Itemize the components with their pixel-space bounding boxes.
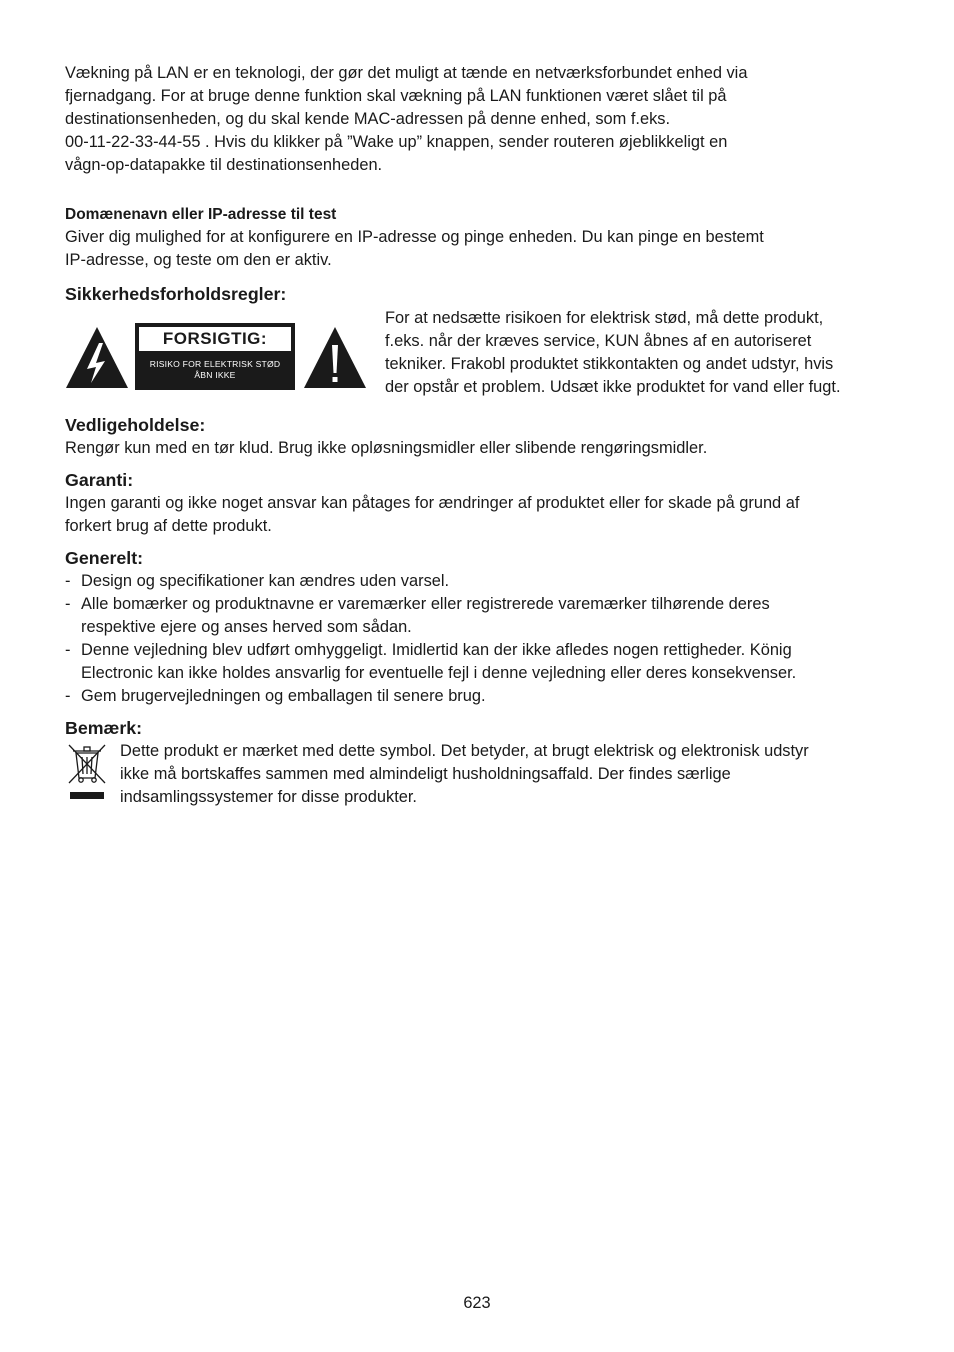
general-heading: Generelt:: [65, 548, 144, 568]
safety-text-block: [385, 307, 895, 399]
list-item: - Denne vejledning blev udført omhyggeligt. Imidlertid kan der ikke afledes nogen rettigheder. König Electronic kan ikke holdes ansvarlig for eventuelle fejl i denne vejledning eller deres konsekvenser.: [65, 641, 797, 682]
domain-test-text: Giver dig mulighed for at konfigurere en IP-adresse og pinge enheden. Du kan pinge en bestemt IP-adresse, og teste om den er aktiv.: [65, 228, 764, 269]
general-section: [65, 546, 895, 708]
crossed-out-wheelie-bin-icon: [67, 740, 107, 807]
caution-line-2: ÅBN IKKE: [194, 370, 236, 380]
safety-text: For at nedsætte risikoen for elektrisk stød, må dette produkt, f.eks. når der kræves service, KUN åbnes af en autoriseret tekniker. Frakobl produktet stikkontakten og andet udstyr, hvis der opstår et problem. Udsæt ikke produktet for vand eller fugt.: [385, 309, 841, 396]
wake-on-lan-section: [65, 62, 895, 177]
note-row: [65, 740, 895, 809]
maintenance-section: [65, 413, 895, 460]
safety-row: [65, 307, 895, 399]
general-list: [65, 570, 895, 708]
caution-label: [135, 323, 295, 390]
list-item-text: Alle bomærker og produktnavne er varemærker eller registrerede varemærker tilhørende deres respektive ejere og anses herved som sådan.: [81, 595, 770, 636]
exclamation-warning-icon: [303, 325, 367, 389]
electric-shock-warning-icon: [65, 325, 129, 389]
safety-heading: Sikkerhedsforholdsregler:: [65, 284, 287, 304]
warranty-heading: Garanti:: [65, 470, 134, 490]
warranty-section: [65, 468, 895, 538]
page-number: 623: [463, 1294, 491, 1312]
warranty-text: Ingen garanti og ikke noget ansvar kan påtages for ændringer af produktet eller for skade på grund af forkert brug af dette produkt.: [65, 494, 800, 535]
caution-line-1: RISIKO FOR ELEKTRISK STØD: [149, 359, 281, 369]
note-heading: Bemærk:: [65, 718, 143, 738]
safety-graphic: [65, 307, 385, 390]
maintenance-text: Rengør kun med en tør klud. Brug ikke opløsningsmidler eller slibende rengøringsmidler.: [65, 439, 708, 457]
list-item: - Design og specifikationer kan ændres uden varsel.: [65, 572, 450, 590]
document-page: [65, 62, 895, 809]
wake-on-lan-text: Vækning på LAN er en teknologi, der gør det muligt at tænde en netværksforbundet enhed via fjernadgang. For at bruge denne funktion skal vækning på LAN funktionen været slået til på destinationsenheden, og du skal kende MAC-adressen på denne enhed, som f.eks. 00-11-22-33-44-55 . Hvis du klikker på ”Wake up” knappen, sender routeren øjeblikkeligt en vågn-op-datapakke til destinationsenheden.: [65, 64, 748, 174]
caution-title: FORSIGTIG:: [162, 329, 268, 348]
list-item-text: Design og specifikationer kan ændres uden varsel.: [81, 572, 450, 590]
safety-section: [65, 282, 895, 399]
list-item-text: Gem brugervejledningen og emballagen til senere brug.: [81, 687, 486, 705]
note-text-block: [120, 740, 895, 809]
caution-lines: [135, 353, 295, 381]
list-item-text: Denne vejledning blev udført omhyggeligt. Imidlertid kan der ikke afledes nogen rettigheder. König Electronic kan ikke holdes ansvarlig for eventuelle fejl i denne vejledning eller deres konsekvenser.: [81, 641, 797, 682]
caution-title-box: [137, 325, 293, 353]
list-item: - Alle bomærker og produktnavne er varemærker eller registrerede varemærker tilhørende deres respektive ejere og anses herved som sådan.: [65, 595, 770, 636]
domain-test-heading: Domænenavn eller IP-adresse til test: [65, 206, 337, 223]
note-section: [65, 716, 895, 809]
maintenance-heading: Vedligeholdelse:: [65, 415, 206, 435]
domain-test-section: [65, 203, 895, 272]
note-text: Dette produkt er mærket med dette symbol. Det betyder, at brugt elektrisk og elektronisk udstyr ikke må bortskaffes sammen med almindeligt husholdningsaffald. Der findes særlige indsamlingssystemer for disse produkter.: [120, 742, 809, 806]
list-item: - Gem brugervejledningen og emballagen til senere brug.: [65, 687, 486, 705]
